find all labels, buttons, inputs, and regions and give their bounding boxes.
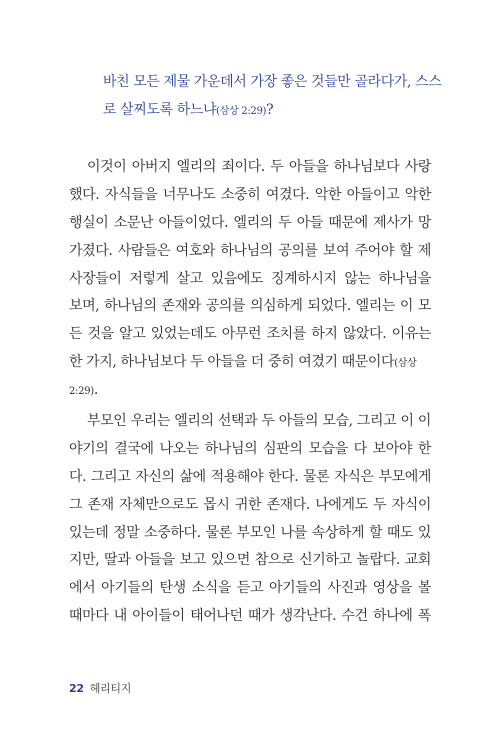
paragraph-1-line bbox=[69, 377, 431, 405]
paragraph-1-line: 행실이 소문난 아들이었다. 엘리의 두 아들 때문에 제사가 망 bbox=[69, 214, 431, 231]
quote-line-1: 바친 모든 제물 가운데서 가장 좋은 것들만 골라다가, 스스 bbox=[103, 74, 442, 90]
quote-line-2 bbox=[103, 96, 425, 126]
paragraph-2-line: 그 존재 자체만으로도 몹시 귀한 존재다. 나에게도 두 자식이 bbox=[69, 496, 431, 513]
paragraph-1-line: 이것이 아버지 엘리의 죄이다. 두 아들을 하나님보다 사랑 bbox=[87, 159, 431, 175]
paragraph-2-line: 부모인 우리는 엘리의 선택과 두 아들의 모습, 그리고 이 이 bbox=[87, 413, 431, 429]
paragraph-1-line bbox=[69, 349, 431, 377]
paragraph-1-line: 가졌다. 사람들은 여호와 하나님의 공의를 보여 주어야 할 제 bbox=[69, 242, 431, 259]
paragraph-1-reference-start: (삼상 bbox=[394, 358, 417, 370]
quote-reference: (삼상 2:29) bbox=[216, 106, 267, 117]
paragraph-2 bbox=[69, 408, 431, 631]
quote-line-2-text: 로 살찌도록 하느냐 bbox=[103, 102, 217, 118]
paragraph-1 bbox=[69, 154, 431, 405]
paragraph-2-line: 때마다 내 아이들이 태어나던 때가 생각난다. 수건 하나에 폭 bbox=[69, 608, 431, 625]
paragraph-2-line: 에서 아기들의 탄생 소식을 듣고 아기들의 사진과 영상을 볼 bbox=[69, 580, 431, 597]
paragraph-2-line: 지만, 딸과 아들을 보고 있으면 참으로 신기하고 놀랍다. 교회 bbox=[69, 552, 431, 569]
paragraph-1-line: 했다. 자식들을 너무나도 소중히 여겼다. 악한 아들이고 악한 bbox=[69, 186, 431, 203]
paragraph-2-line: 야기의 결국에 나오는 하나님의 심판의 모습을 다 보아야 한 bbox=[69, 440, 431, 457]
paragraph-1-reference-end: 2:29) bbox=[69, 386, 94, 398]
paragraph-1-line-text: 한 가지, 하나님보다 두 아들을 더 중히 여겼기 때문이다 bbox=[69, 354, 395, 371]
book-title: 헤리티지 bbox=[89, 682, 132, 695]
paragraph-1-line: 사장들이 저렇게 살고 있음에도 징계하시지 않는 하나님을 bbox=[69, 270, 431, 287]
paragraph-1-line: 든 것을 알고 있었는데도 아무런 조치를 하지 않았다. 이유는 bbox=[69, 326, 431, 343]
page-number: 22 bbox=[69, 682, 84, 695]
paragraph-2-line: 있는데 정말 소중하다. 물론 부모인 나를 속상하게 할 때도 있 bbox=[69, 524, 431, 541]
quote-end-mark: ? bbox=[266, 102, 274, 118]
scripture-quote bbox=[103, 68, 442, 126]
paragraph-2-line: 다. 그리고 자신의 삶에 적용해야 한다. 물론 자식은 부모에게 bbox=[69, 468, 431, 485]
page-footer bbox=[69, 680, 131, 696]
paragraph-1-end-mark: . bbox=[93, 382, 98, 399]
paragraph-1-line: 보며, 하나님의 존재와 공의를 의심하게 되었다. 엘리는 이 모 bbox=[69, 298, 431, 315]
